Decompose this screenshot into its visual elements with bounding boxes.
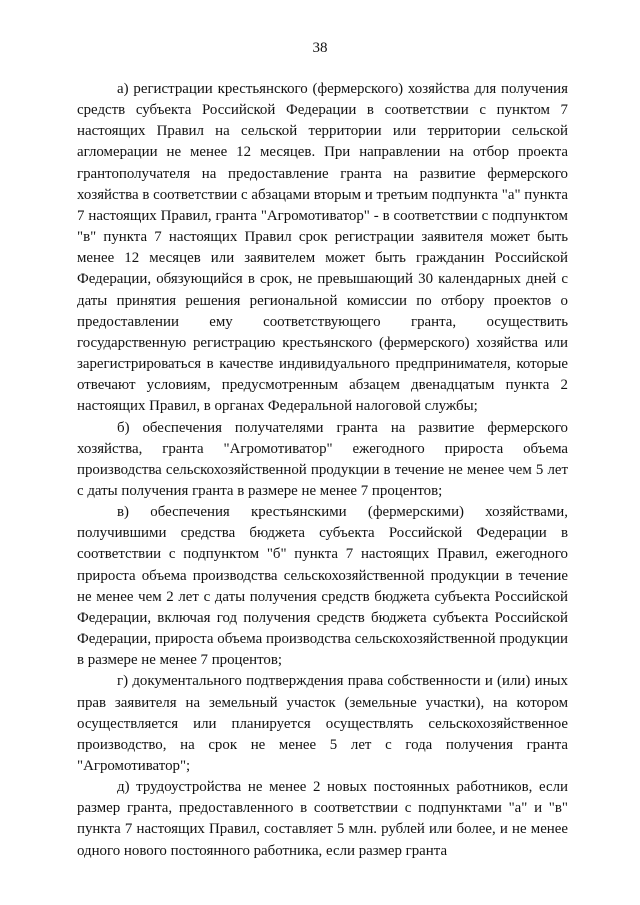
paragraph-b: б) обеспечения получателями гранта на развитие фермерского хозяйства, гранта "Агромотиватор" ежегодного прироста объема производства сельскохозяйственной продукции в течение не менее чем 5 лет с даты получения гранта в размере не менее 7 процентов; (77, 419, 568, 499)
paragraph-a: а) регистрации крестьянского (фермерского) хозяйства для получения средств субъекта Российской Федерации в соответствии с пунктом 7 настоящих Правил на сельской территории или территории сельской агломерации не менее 12 месяцев. При направлении на отбор проекта грантополучателя на предоставление гранта на развитие фермерского хозяйства в соответствии с абзацами вторым и третьим подпункта "а" пункта 7 настоящих Правил, гранта "Агромотиватор" - в соответствии с подпунктом "в" пункта 7 настоящих Правил срок регистрации заявителя может быть менее 12 месяцев или заявителем может быть гражданин Российской Федерации, обязующийся в срок, не превышающий 30 календарных дней с даты принятия решения региональной комиссии по отбору проектов о предоставлении ему соответствующего гранта, осуществить государственную регистрацию крестьянского (фермерского) хозяйства или зарегистрироваться в качестве индивидуального предпринимателя, которые отвечают условиям, предусмотренным абзацем двенадцатым пункта 2 настоящих Правил, в органах Федеральной налоговой службы; (77, 81, 568, 415)
paragraph-g: г) документального подтверждения права собственности и (или) иных прав заявителя на земельный участок (земельные участки), на котором осуществляется или планируется осуществлять сельскохозяйственное производство, на срок не менее 5 лет с года получения гранта "Агромотиватор"; (77, 673, 568, 774)
page-number: 38 (312, 40, 328, 56)
document-body (77, 79, 568, 862)
paragraph-v: в) обеспечения крестьянскими (фермерскими) хозяйствами, получившими средства бюджета субъекта Российской Федерации в соответствии с подпунктом "б" пункта 7 настоящих Правил, ежегодного прироста объема производства сельскохозяйственной продукции в течение не менее чем 2 лет с даты получения средств бюджета субъекта Российской Федерации, включая год получения средств бюджета субъекта Российской Федерации, прироста объема производства сельскохозяйственной продукции в размере не менее 7 процентов; (77, 504, 568, 669)
paragraph-d: д) трудоустройства не менее 2 новых постоянных работников, если размер гранта, предоставленного в соответствии с подпунктами "а" и "в" пункта 7 настоящих Правил, составляет 5 млн. рублей или более, и не менее одного нового постоянного работника, если размер гранта (77, 779, 568, 859)
